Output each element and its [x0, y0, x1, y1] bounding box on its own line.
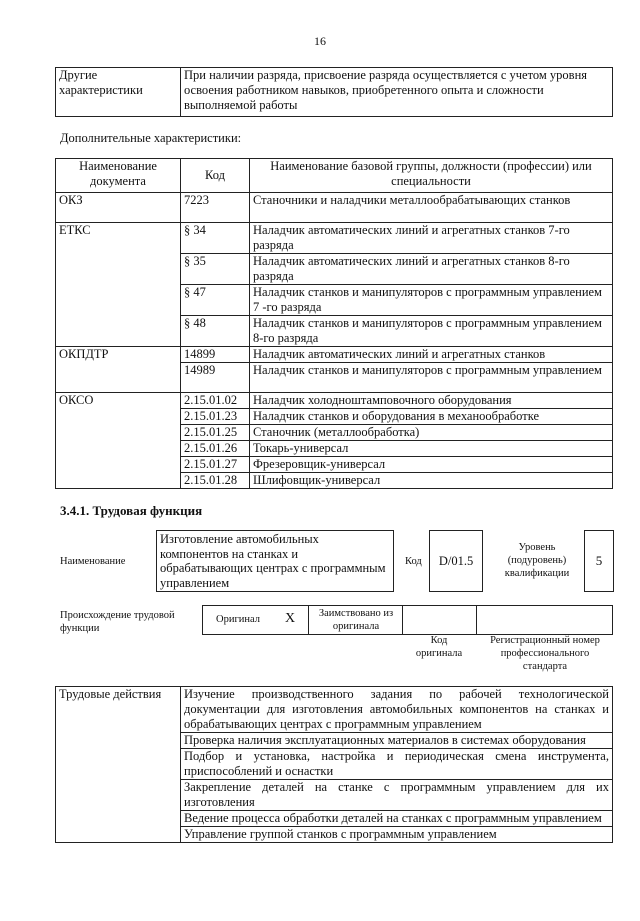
other-characteristics-table [55, 67, 613, 117]
document-cell: ОКЗ [56, 193, 181, 223]
function-code-label: Код [405, 556, 422, 567]
qualification-level-box [584, 530, 614, 592]
other-chars-text: При наличии разряда, присвоение разряда осуществляется с учетом уровня освоения работником навыков, приобретенного опыта и сложности выполняемой работы [181, 68, 613, 117]
labor-action-item: Проверка наличия эксплуатационных материалов в системах оборудования [181, 733, 613, 749]
name-cell: Наладчик автоматических линий и агрегатных станков 8-го разряда [250, 254, 613, 285]
document-cell: ЕТКС [56, 223, 181, 347]
code-cell: 2.15.01.23 [181, 409, 250, 425]
code-cell: 2.15.01.25 [181, 425, 250, 441]
original-code-caption: Код оригинала [415, 635, 463, 659]
document-cell: ОКСО [56, 393, 181, 489]
table-row [56, 347, 613, 363]
function-code-box [429, 530, 483, 592]
labor-action-item: Ведение процесса обработки деталей на станках с программным управлением [181, 811, 613, 827]
name-cell: Наладчик станков и манипуляторов с программным управлением 8-го разряда [250, 316, 613, 347]
labor-action-item: Изучение производственного задания по рабочей технологической документации для изготовления автомобильных компонентов на станках и обрабатывающих центрах с программным управлением [181, 687, 613, 733]
origin-label: Происхождение трудовой функции [60, 610, 175, 634]
name-cell: Наладчик станков и манипуляторов с программным управлением [250, 363, 613, 393]
table-row [56, 193, 613, 223]
table-row [56, 687, 613, 733]
section-title: 3.4.1. Трудовая функция [60, 503, 203, 518]
additional-characteristics-table [55, 158, 613, 489]
labor-action-item: Управление группой станков с программным управлением [181, 827, 613, 843]
labor-action-item: Закрепление деталей на станке с программным управлением для их изготовления [181, 780, 613, 811]
name-cell: Токарь-универсал [250, 441, 613, 457]
code-cell: 7223 [181, 193, 250, 223]
name-cell: Наладчик станков и манипуляторов с программным управлением 7 -го разряда [250, 285, 613, 316]
col-header-name: Наименование базовой группы, должности (профессии) или специальности [250, 159, 613, 193]
qualification-level-label: Уровень (подуровень) квалификации [504, 542, 570, 579]
code-cell: § 34 [181, 223, 250, 254]
code-cell: 2.15.01.28 [181, 473, 250, 489]
function-name-value: Изготовление автомобильных компонентов на станках и обрабатывающих центрах с программным управлением [160, 532, 386, 590]
original-mark: X [285, 611, 296, 626]
table-row [56, 393, 613, 409]
name-cell: Фрезеровщик-универсал [250, 457, 613, 473]
code-cell: § 47 [181, 285, 250, 316]
function-name-box [156, 530, 394, 592]
original-label: Оригинал [216, 614, 260, 625]
name-cell: Наладчик станков и оборудования в механообработке [250, 409, 613, 425]
origin-divider-1 [308, 605, 309, 634]
labor-actions-table [55, 686, 613, 843]
name-cell: Наладчик холодноштамповочного оборудования [250, 393, 613, 409]
registration-number-caption: Регистрационный номер профессионального стандарта [490, 635, 600, 672]
origin-box [202, 605, 613, 635]
origin-divider-3 [476, 605, 477, 634]
code-cell: 2.15.01.27 [181, 457, 250, 473]
col-header-document: Наименование документа [56, 159, 181, 193]
name-cell: Станочник (металлообработка) [250, 425, 613, 441]
labor-actions-label: Трудовые действия [56, 687, 181, 843]
code-cell: 14899 [181, 347, 250, 363]
page-number: 16 [314, 34, 326, 48]
code-cell: § 35 [181, 254, 250, 285]
qualification-level-value: 5 [595, 553, 603, 568]
code-cell: § 48 [181, 316, 250, 347]
table-row [56, 223, 613, 254]
additional-title: Дополнительные характеристики: [60, 131, 242, 145]
code-cell: 2.15.01.26 [181, 441, 250, 457]
name-cell: Наладчик автоматических линий и агрегатных станков 7-го разряда [250, 223, 613, 254]
function-code-value: D/01.5 [438, 554, 474, 568]
function-name-label: Наименование [60, 556, 126, 567]
code-cell: 14989 [181, 363, 250, 393]
document-cell: ОКПДТР [56, 347, 181, 393]
col-header-code: Код [181, 159, 250, 193]
borrowed-label: Заимствовано из оригинала [318, 608, 394, 632]
name-cell: Шлифовщик-универсал [250, 473, 613, 489]
labor-action-item: Подбор и установка, настройка и периодическая смена инструмента, приспособлений и оснастки [181, 749, 613, 780]
other-chars-label: Другие характеристики [56, 68, 181, 117]
name-cell: Наладчик автоматических линий и агрегатных станков [250, 347, 613, 363]
name-cell: Станочники и наладчики металлообрабатывающих станков [250, 193, 613, 223]
code-cell: 2.15.01.02 [181, 393, 250, 409]
origin-divider-2 [402, 605, 403, 634]
